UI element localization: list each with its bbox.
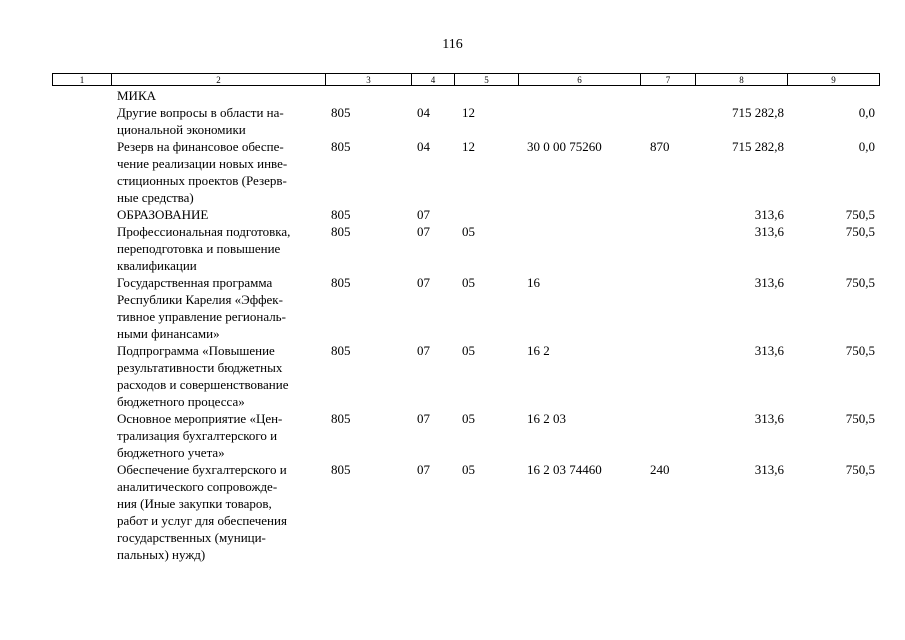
page-number: 116 (442, 37, 463, 52)
row-name: Другие вопросы в области на- циональной экономики (117, 105, 284, 137)
row-code: 805 (331, 343, 351, 358)
budget-table-body (0, 87, 905, 563)
row-code: 805 (331, 462, 351, 477)
row-section: 04 (417, 139, 430, 154)
header-col-1: 1 (53, 74, 112, 85)
row-amount-2: 750,5 (845, 207, 875, 222)
row-code: 805 (331, 105, 351, 120)
header-col-3: 3 (326, 74, 412, 85)
header-col-6: 6 (519, 74, 641, 85)
row-section: 07 (417, 343, 430, 358)
row-amount-1: 313,6 (754, 275, 784, 290)
row-target-article: 30 0 00 75260 (527, 139, 602, 154)
row-subsection: 05 (462, 275, 475, 290)
row-amount-1: 313,6 (754, 207, 784, 222)
row-target-article: 16 (527, 275, 540, 290)
row-amount-1: 715 282,8 (732, 105, 784, 120)
row-section: 07 (417, 224, 430, 239)
row-code: 805 (331, 411, 351, 426)
row-code: 805 (331, 139, 351, 154)
row-section: 04 (417, 105, 430, 120)
row-name: Резерв на финансовое обеспе- чение реализации новых инве- стиционных проектов (Резерв- ные средства) (117, 139, 288, 205)
row-name: Обеспечение бухгалтерского и аналитического сопровожде- ния (Иные закупки товаров, работ и услуг для обеспечения государственных (муници- пальных) нужд) (117, 462, 287, 562)
header-col-9: 9 (831, 75, 836, 85)
row-amount-2: 750,5 (845, 343, 875, 358)
row-section: 07 (417, 462, 430, 477)
table-row (0, 138, 905, 206)
row-amount-1: 715 282,8 (732, 139, 784, 154)
row-name: ОБРАЗОВАНИЕ (117, 207, 209, 222)
row-name: Основное мероприятие «Цен- трализация бухгалтерского и бюджетного учета» (117, 411, 283, 460)
header-col-4: 4 (412, 74, 455, 85)
table-row (0, 410, 905, 461)
table-row (0, 206, 905, 223)
table-row (0, 223, 905, 274)
row-section: 07 (417, 275, 430, 290)
header-col-7: 7 (641, 74, 696, 85)
row-name: Подпрограмма «Повышение результативности бюджетных расходов и совершенствование бюджетного процесса» (117, 343, 289, 409)
row-code: 805 (331, 224, 351, 239)
row-amount-2: 750,5 (845, 275, 875, 290)
row-name: Профессиональная подготовка, переподготовка и повышение квалификации (117, 224, 291, 273)
table-row (0, 461, 905, 563)
row-subsection: 12 (462, 139, 475, 154)
row-subsection: 05 (462, 224, 475, 239)
row-subsection: 05 (462, 343, 475, 358)
row-amount-2: 750,5 (845, 224, 875, 239)
row-subsection: 05 (462, 462, 475, 477)
row-amount-1: 313,6 (754, 343, 784, 358)
row-target-article: 16 2 03 (527, 411, 566, 426)
row-target-article: 16 2 03 74460 (527, 462, 602, 477)
row-amount-1: 313,6 (754, 411, 784, 426)
row-amount-2: 0,0 (858, 105, 875, 120)
row-amount-1: 313,6 (754, 224, 784, 239)
row-amount-1: 313,6 (754, 462, 784, 477)
row-name: Государственная программа Республики Карелия «Эффек- тивное управление региональ- ными финансами» (117, 275, 286, 341)
row-subsection: 12 (462, 105, 475, 120)
table-row (0, 104, 905, 138)
header-col-5: 5 (455, 74, 519, 85)
row-code: 805 (331, 207, 351, 222)
row-section: 07 (417, 411, 430, 426)
row-target-article: 16 2 (527, 343, 550, 358)
table-row (0, 342, 905, 410)
row-expense-type: 870 (650, 139, 670, 154)
row-amount-2: 750,5 (845, 462, 875, 477)
table-row (0, 274, 905, 342)
table-row (0, 87, 905, 104)
row-code: 805 (331, 275, 351, 290)
row-amount-2: 0,0 (858, 139, 875, 154)
header-col-8: 8 (696, 74, 788, 85)
header-col-2: 2 (112, 74, 326, 85)
row-section: 07 (417, 207, 430, 222)
table-header (52, 73, 880, 86)
row-subsection: 05 (462, 411, 475, 426)
row-expense-type: 240 (650, 462, 670, 477)
row-amount-2: 750,5 (845, 411, 875, 426)
row-name: МИКА (117, 88, 157, 103)
